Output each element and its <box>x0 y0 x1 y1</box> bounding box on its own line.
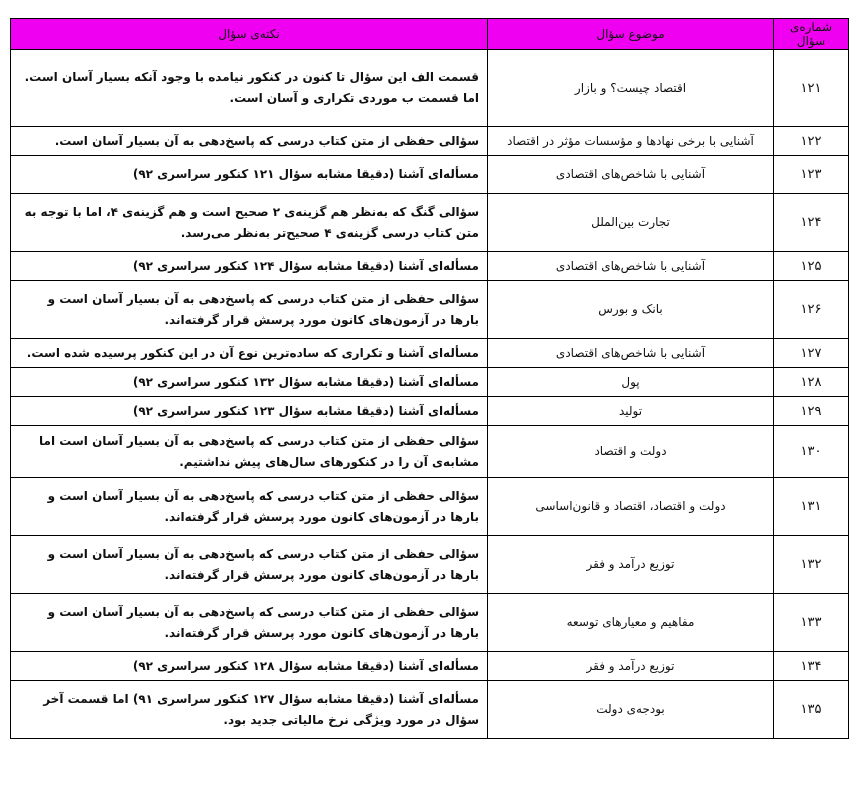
question-number-cell: ۱۲۶ <box>774 281 849 339</box>
table-row <box>11 281 849 339</box>
header-question-note: نکته‌ی سؤال <box>11 19 488 50</box>
header-question-topic: موضوع سؤال <box>488 19 774 50</box>
question-topic-cell: بانک و بورس <box>488 281 774 339</box>
table-row <box>11 397 849 426</box>
question-note-cell: سؤالی حفظی از متن کتاب درسی که پاسخ‌دهی به آن بسیار آسان است اما مشابه‌ی آن را در کنکورهای سال‌های پیش نداشتیم. <box>11 426 488 478</box>
question-topic-cell: اقتصاد چیست؟ و بازار <box>488 50 774 127</box>
question-topic-cell: تولید <box>488 397 774 426</box>
question-topic-cell: آشنایی با شاخص‌های اقتصادی <box>488 252 774 281</box>
table-row <box>11 339 849 368</box>
table-row <box>11 681 849 739</box>
question-number-cell: ۱۲۲ <box>774 127 849 156</box>
question-number-cell: ۱۲۴ <box>774 194 849 252</box>
question-note-cell: سؤالی حفظی از متن کتاب درسی که پاسخ‌دهی به آن بسیار آسان است و بارها در آزمون‌های کانون مورد پرسش قرار گرفته‌اند. <box>11 536 488 594</box>
question-number-cell: ۱۲۱ <box>774 50 849 127</box>
table-row <box>11 127 849 156</box>
question-note-cell: سؤالی حفظی از متن کتاب درسی که پاسخ‌دهی به آن بسیار آسان است و بارها در آزمون‌های کانون مورد پرسش قرار گرفته‌اند. <box>11 281 488 339</box>
question-note-cell: سؤالی حفظی از متن کتاب درسی که پاسخ‌دهی به آن بسیار آسان است و بارها در آزمون‌های کانون مورد پرسش قرار گرفته‌اند. <box>11 594 488 652</box>
table-row <box>11 652 849 681</box>
questions-table-container <box>10 18 848 739</box>
question-number-cell: ۱۲۷ <box>774 339 849 368</box>
question-note-cell: سؤالی حفظی از متن کتاب درسی که پاسخ‌دهی به آن بسیار آسان است و بارها در آزمون‌های کانون مورد پرسش قرار گرفته‌اند. <box>11 478 488 536</box>
question-number-cell: ۱۳۳ <box>774 594 849 652</box>
question-topic-cell: آشنایی با شاخص‌های اقتصادی <box>488 156 774 194</box>
table-row <box>11 478 849 536</box>
table-row <box>11 252 849 281</box>
question-note-cell: مسأله‌ای آشنا (دقیقا مشابه سؤال ۱۳۲ کنکور سراسری ۹۲) <box>11 368 488 397</box>
header-question-number: شمارەی سؤال <box>774 19 849 50</box>
question-topic-cell: بودجه‌ی دولت <box>488 681 774 739</box>
question-topic-cell: توزیع درآمد و فقر <box>488 652 774 681</box>
question-number-cell: ۱۲۹ <box>774 397 849 426</box>
table-row <box>11 426 849 478</box>
table-header-row <box>11 19 849 50</box>
question-topic-cell: دولت و اقتصاد <box>488 426 774 478</box>
question-number-cell: ۱۳۰ <box>774 426 849 478</box>
table-row <box>11 594 849 652</box>
question-number-cell: ۱۲۳ <box>774 156 849 194</box>
question-note-cell: مسأله‌ای آشنا (دقیقا مشابه سؤال ۱۲۴ کنکور سراسری ۹۲) <box>11 252 488 281</box>
question-topic-cell: تجارت بین‌الملل <box>488 194 774 252</box>
question-number-cell: ۱۳۴ <box>774 652 849 681</box>
question-topic-cell: پول <box>488 368 774 397</box>
question-note-cell: مسأله‌ای آشنا (دقیقا مشابه سؤال ۱۲۳ کنکور سراسری ۹۲) <box>11 397 488 426</box>
questions-table <box>10 18 849 739</box>
question-note-cell: سؤالی حفظی از متن کتاب درسی که پاسخ‌دهی به آن بسیار آسان است. <box>11 127 488 156</box>
question-note-cell: مسأله‌ای آشنا و تکراری که ساده‌ترین نوع آن در این کنکور پرسیده شده است. <box>11 339 488 368</box>
question-note-cell: سؤالی گنگ که به‌نظر هم گزینه‌ی ۲ صحیح است و هم گزینه‌ی ۴، اما با توجه به متن کتاب درسی گزینه‌ی ۴ صحیح‌تر به‌نظر می‌رسد. <box>11 194 488 252</box>
table-row <box>11 50 849 127</box>
question-note-cell: مسأله‌ای آشنا (دقیقا مشابه سؤال ۱۲۷ کنکور سراسری ۹۱) اما قسمت آخر سؤال در مورد ویژگی نرخ مالیاتی جدید بود. <box>11 681 488 739</box>
question-number-cell: ۱۳۱ <box>774 478 849 536</box>
question-topic-cell: آشنایی با شاخص‌های اقتصادی <box>488 339 774 368</box>
question-topic-cell: مفاهیم و معیارهای توسعه <box>488 594 774 652</box>
table-row <box>11 536 849 594</box>
table-row <box>11 156 849 194</box>
question-number-cell: ۱۲۸ <box>774 368 849 397</box>
question-number-cell: ۱۳۵ <box>774 681 849 739</box>
question-number-cell: ۱۲۵ <box>774 252 849 281</box>
question-note-cell: مسأله‌ای آشنا (دقیقا مشابه سؤال ۱۲۸ کنکور سراسری ۹۲) <box>11 652 488 681</box>
table-row <box>11 194 849 252</box>
question-note-cell: قسمت الف این سؤال تا کنون در کنکور نیامده با وجود آنکه بسیار آسان است. اما قسمت ب موردی تکراری و آسان است. <box>11 50 488 127</box>
question-topic-cell: توزیع درآمد و فقر <box>488 536 774 594</box>
question-topic-cell: دولت و اقتصاد، اقتصاد و قانون‌اساسی <box>488 478 774 536</box>
question-note-cell: مسأله‌ای آشنا (دقیقا مشابه سؤال ۱۲۱ کنکور سراسری ۹۲) <box>11 156 488 194</box>
question-topic-cell: آشنایی با برخی نهادها و مؤسسات مؤثر در اقتصاد <box>488 127 774 156</box>
table-row <box>11 368 849 397</box>
question-number-cell: ۱۳۲ <box>774 536 849 594</box>
